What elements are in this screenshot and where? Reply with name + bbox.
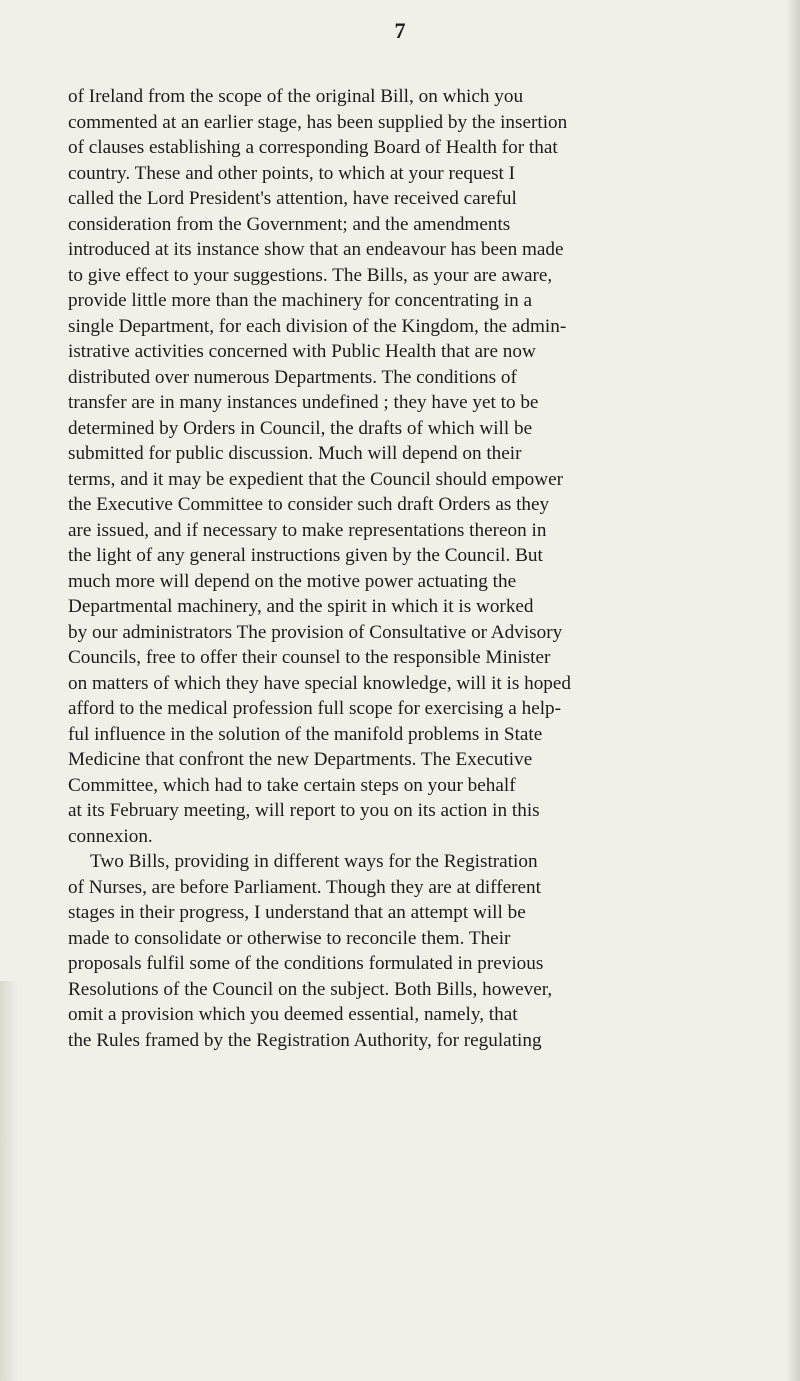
text-line: Committee, which had to take certain steps on your behalf bbox=[68, 774, 516, 796]
text-line: of Ireland from the scope of the original Bill, on which you bbox=[68, 86, 524, 107]
text-line: proposals fulfil some of the conditions formulated in previous bbox=[68, 953, 544, 974]
page-edge-tint bbox=[0, 981, 18, 1381]
text-line: Departmental machinery, and the spirit in which it is worked bbox=[68, 596, 534, 617]
text-line: stages in their progress, I understand that an attempt will be bbox=[68, 902, 526, 923]
text-line: are issued, and if necessary to make representations thereon in bbox=[68, 519, 547, 541]
body-text bbox=[68, 84, 732, 1053]
text-line: introduced at its instance show that an endeavour has been made bbox=[68, 239, 564, 260]
text-line: at its February meeting, will report to you on its action in this bbox=[68, 800, 540, 821]
text-line: country. These and other points, to which at your request I bbox=[68, 162, 516, 184]
text-line: ful influence in the solution of the manifold problems in State bbox=[68, 723, 543, 745]
text-line: much more will depend on the motive power actuating the bbox=[68, 570, 517, 592]
text-line: provide little more than the machinery for concentrating in a bbox=[68, 290, 533, 311]
text-line: the Executive Committee to consider such draft Orders as they bbox=[68, 494, 550, 515]
text-line: terms, and it may be expedient that the Council should empower bbox=[68, 468, 564, 490]
text-line: to give effect to your suggestions. The Bills, as your are aware, bbox=[68, 264, 553, 286]
text-line: by our administrators The provision of Consultative or Advisory bbox=[68, 621, 563, 643]
text-line: distributed over numerous Departments. The conditions of bbox=[68, 366, 517, 388]
text-line: Medicine that confront the new Departments. The Executive bbox=[68, 749, 533, 770]
text-line: omit a provision which you deemed essential, namely, that bbox=[68, 1004, 518, 1025]
text-line: of Nurses, are before Parliament. Though they are at different bbox=[68, 876, 541, 898]
page-number: 7 bbox=[394, 18, 406, 43]
paragraph-start-line: Two Bills, providing in different ways for the Registration bbox=[90, 851, 538, 872]
text-line: called the Lord President's attention, have received careful bbox=[68, 188, 517, 209]
text-line: Councils, free to offer their counsel to the responsible Minister bbox=[68, 647, 551, 668]
text-line: consideration from the Government; and the amendments bbox=[68, 213, 511, 235]
text-line: transfer are in many instances undefined ; they have yet to be bbox=[68, 392, 539, 413]
text-line: the Rules framed by the Registration Authority, for regulating bbox=[68, 1029, 542, 1051]
text-line: connexion. bbox=[68, 825, 153, 847]
text-line: single Department, for each division of the Kingdom, the admin- bbox=[68, 315, 567, 337]
text-line: commented at an earlier stage, has been supplied by the insertion bbox=[68, 111, 568, 133]
text-line: Resolutions of the Council on the subject. Both Bills, however, bbox=[68, 978, 553, 1000]
text-line: on matters of which they have special knowledge, will it is hoped bbox=[68, 672, 572, 694]
text-line: istrative activities concerned with Public Health that are now bbox=[68, 341, 536, 362]
page-edge-shadow bbox=[786, 0, 800, 1381]
text-line: submitted for public discussion. Much will depend on their bbox=[68, 443, 522, 464]
text-line: the light of any general instructions given by the Council. But bbox=[68, 545, 543, 566]
text-line: determined by Orders in Council, the drafts of which will be bbox=[68, 417, 533, 439]
text-line: afford to the medical profession full scope for exercising a help- bbox=[68, 698, 562, 719]
text-line: of clauses establishing a corresponding Board of Health for that bbox=[68, 137, 558, 158]
text-line: made to consolidate or otherwise to reconcile them. Their bbox=[68, 927, 511, 949]
